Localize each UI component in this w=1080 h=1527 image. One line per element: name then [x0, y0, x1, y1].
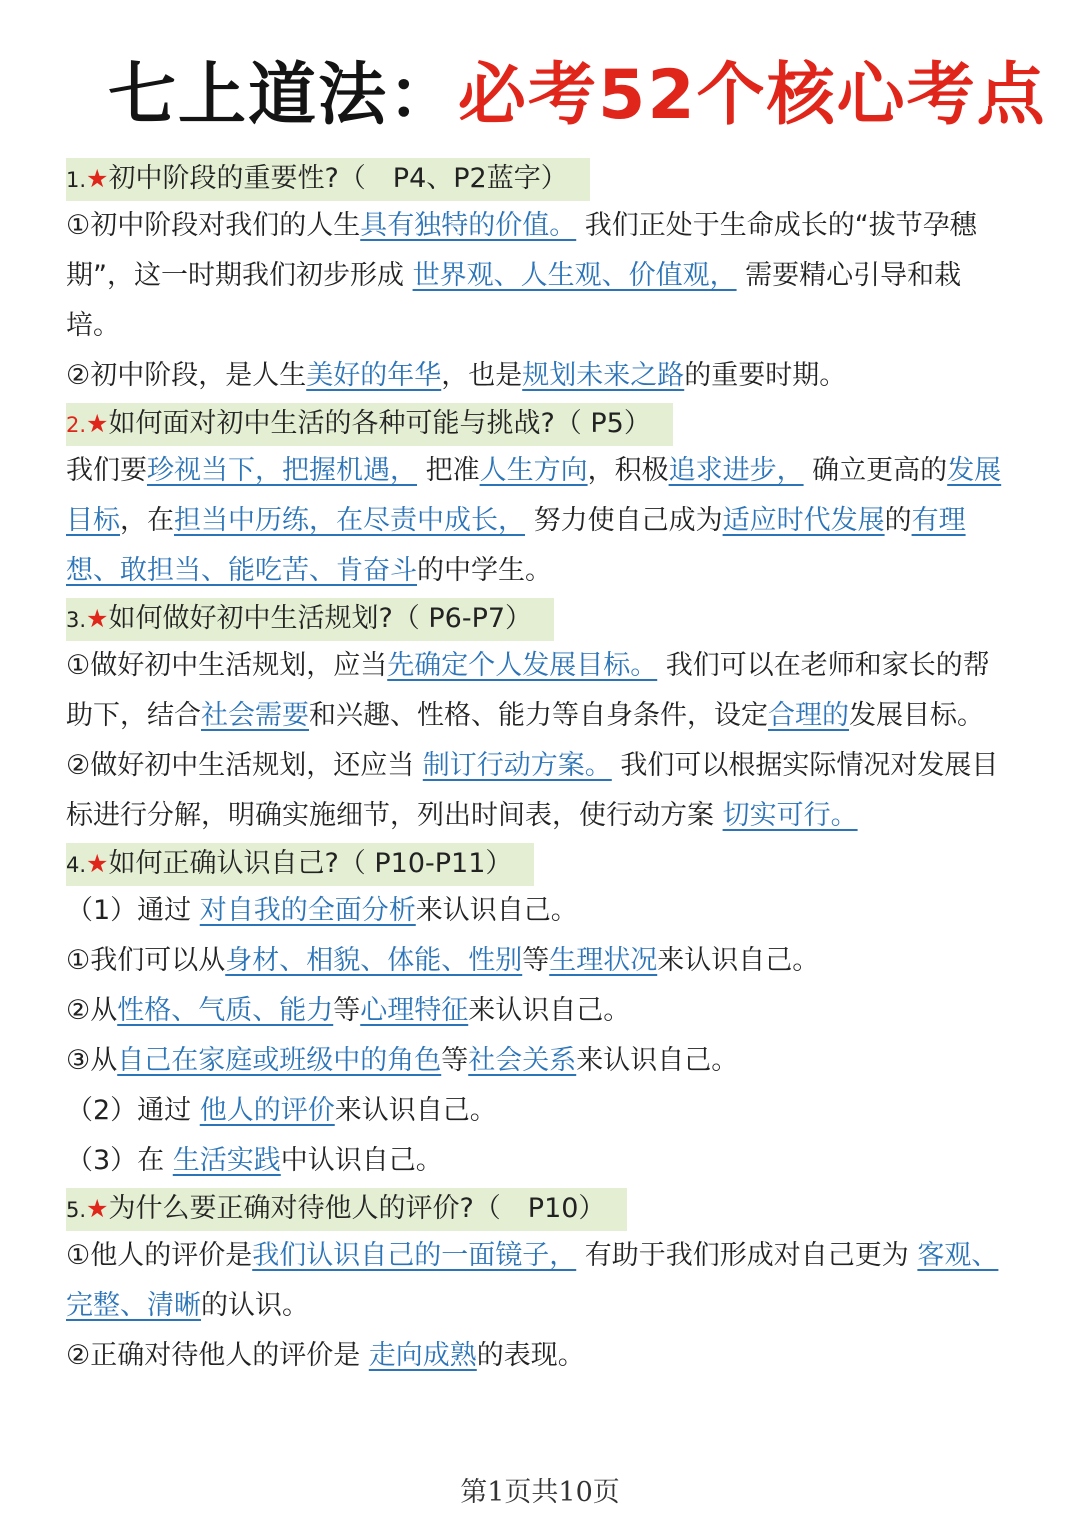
paragraph [66, 1231, 1006, 1331]
text-segment: 把准 [417, 455, 480, 486]
text-segment: 来认识自己。 [468, 995, 631, 1026]
text-segment: 和兴趣、性格、能力等自身条件，设定 [309, 700, 768, 731]
key-term: 心理特征 [360, 995, 469, 1026]
text-segment: ，积极 [587, 455, 669, 486]
key-term: 制订行动方案。 [422, 750, 612, 781]
section-heading [66, 843, 534, 886]
text-segment: ①他人的评价是 [66, 1240, 253, 1271]
text-segment: 等 [333, 995, 361, 1026]
section-number: 1. [66, 168, 87, 192]
section-heading-text: 如何正确认识自己?（ P10-P11） [108, 848, 513, 879]
text-segment: 的重要时期。 [684, 360, 847, 391]
paragraph [66, 986, 1006, 1036]
text-segment: ③从 [66, 1045, 118, 1076]
paragraph [66, 446, 1006, 596]
text-segment: 发展目标。 [849, 700, 984, 731]
section-heading-text: 为什么要正确对待他人的评价?（ P10） [108, 1193, 606, 1224]
key-term: 社会需要 [201, 700, 309, 731]
text-segment: 中认识自己。 [280, 1145, 443, 1176]
section-number: 5. [66, 1198, 87, 1222]
text-segment: 我们可以在老师和家长的帮助下，结合 [66, 650, 990, 731]
key-term: 他人的评价 [199, 1095, 335, 1126]
star-icon: ★ [86, 849, 109, 878]
section-2 [66, 403, 1006, 596]
text-segment: 我们可以根据实际情况对发展目标进行分解，明确实施细节，列出时间表，使行动方案 [66, 750, 999, 831]
section-number: 4. [66, 853, 87, 877]
section-3 [66, 598, 1006, 841]
section-heading-text: 如何面对初中生活的各种可能与挑战?（ P5） [108, 408, 651, 439]
text-segment: ②做好初中生活规划，还应当 [66, 750, 423, 781]
text-segment: 的认识。 [201, 1290, 309, 1321]
text-segment: ①初中阶段对我们的人生 [66, 210, 361, 241]
text-segment: ①做好初中生活规划，应当 [66, 650, 388, 681]
section-heading [66, 598, 554, 641]
text-segment: （1）通过 [66, 895, 200, 926]
title-black-part: 七上道法： [108, 56, 459, 135]
text-segment: 来认识自己。 [657, 945, 820, 976]
text-segment: 等 [522, 945, 550, 976]
star-icon: ★ [86, 604, 109, 633]
section-1 [66, 158, 1006, 401]
key-term: 切实可行。 [722, 800, 858, 831]
paragraph [66, 351, 1006, 401]
paragraph [66, 936, 1006, 986]
text-segment: 等 [441, 1045, 469, 1076]
paragraph [66, 1331, 1006, 1381]
star-icon: ★ [86, 164, 109, 193]
key-term: 社会关系 [468, 1045, 577, 1076]
text-segment: ②从 [66, 995, 118, 1026]
content-area [66, 158, 1006, 1383]
key-term: 有理想、敢担当、能吃苦、肯奋斗 [66, 505, 966, 586]
key-term: 发展目标 [66, 455, 1002, 536]
key-term: 人生方向 [479, 455, 588, 486]
text-segment: 有助于我们形成对自己更为 [576, 1240, 918, 1271]
key-term: 适应时代发展 [722, 505, 885, 536]
paragraph [66, 1136, 1006, 1186]
text-segment: 来认识自己。 [576, 1045, 739, 1076]
section-heading [66, 403, 673, 446]
text-segment: 需要精心引导和栽培。 [66, 260, 962, 341]
paragraph [66, 641, 1006, 741]
text-segment: 来认识自己。 [334, 1095, 497, 1126]
key-term: 具有独特的价值。 [360, 210, 577, 241]
text-segment: ①我们可以从 [66, 945, 226, 976]
key-term: 担当中历练，在尽责中成长， [174, 505, 525, 536]
paragraph [66, 1086, 1006, 1136]
key-term: 性格、气质、能力 [117, 995, 334, 1026]
key-term: 美好的年华 [306, 360, 442, 391]
key-term: 生活实践 [172, 1145, 281, 1176]
paragraph [66, 741, 1006, 841]
section-4 [66, 843, 1006, 1186]
text-segment: 来认识自己。 [415, 895, 578, 926]
text-segment: 我们要 [66, 455, 147, 486]
star-icon: ★ [86, 409, 109, 438]
page-footer: 第1页共10页 [460, 1477, 620, 1508]
key-term: 对自我的全面分析 [199, 895, 416, 926]
key-term: 规划未来之路 [522, 360, 685, 391]
star-icon: ★ [86, 1194, 109, 1223]
text-segment: 的中学生。 [417, 555, 552, 586]
text-segment: 确立更高的 [803, 455, 948, 486]
title-red-part: 必考52个核心考点 [458, 56, 1047, 135]
key-term: 身材、相貌、体能、性别 [225, 945, 523, 976]
key-term: 合理的 [768, 700, 849, 731]
text-segment: ，也是 [441, 360, 523, 391]
text-segment: （2）通过 [66, 1095, 200, 1126]
section-heading-text: 如何做好初中生活规划?（ P6-P7） [108, 603, 533, 634]
key-term: 生理状况 [549, 945, 658, 976]
section-number: 3. [66, 608, 87, 632]
paragraph [66, 1036, 1006, 1086]
section-heading [66, 1188, 627, 1231]
paragraph [66, 886, 1006, 936]
text-segment: ②正确对待他人的评价是 [66, 1340, 369, 1371]
key-term: 我们认识自己的一面镜子， [252, 1240, 577, 1271]
paragraph [66, 201, 1006, 351]
key-term: 走向成熟 [368, 1340, 477, 1371]
section-5 [66, 1188, 1006, 1381]
text-segment: 努力使自己成为 [525, 505, 723, 536]
key-term: 自己在家庭或班级中的角色 [117, 1045, 442, 1076]
key-term: 珍视当下，把握机遇， [147, 455, 417, 486]
text-segment: （3）在 [66, 1145, 173, 1176]
section-number: 2. [66, 413, 87, 437]
key-term: 先确定个人发展目标。 [387, 650, 658, 681]
key-term: 追求进步， [668, 455, 804, 486]
section-heading [66, 158, 590, 201]
section-heading-text: 初中阶段的重要性?（ P4、P2蓝字） [108, 163, 568, 194]
text-segment: ②初中阶段，是人生 [66, 360, 307, 391]
key-term: 客观、完整、清晰 [66, 1240, 999, 1321]
page-title [108, 56, 1047, 135]
key-term: 世界观、人生观、价值观， [412, 260, 737, 291]
text-segment: 我们正处于生命成长的“拔节孕穗期”，这一时期我们初步形成 [66, 210, 977, 291]
text-segment: ，在 [120, 505, 174, 536]
text-segment: 的表现。 [476, 1340, 585, 1371]
text-segment: 的 [884, 505, 912, 536]
